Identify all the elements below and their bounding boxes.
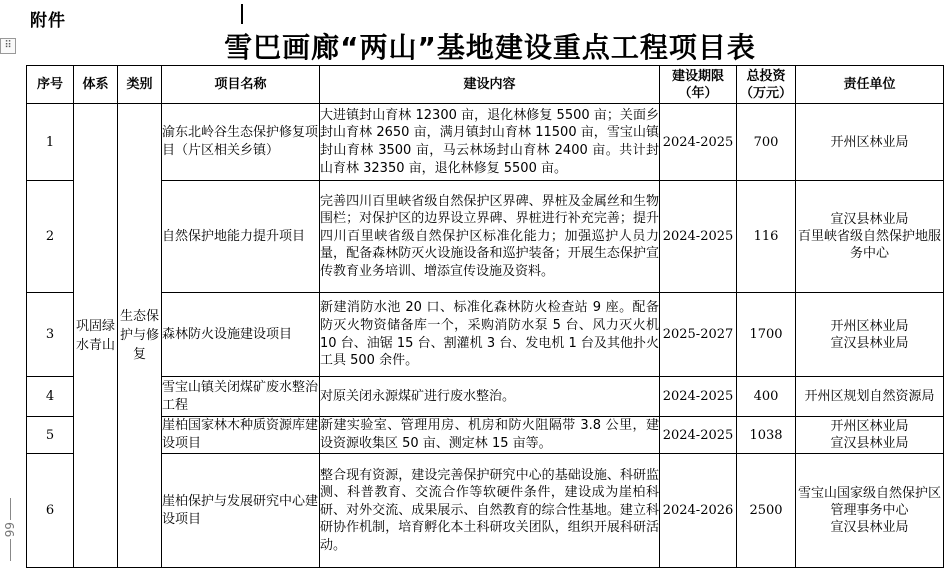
row-seq: 5	[27, 417, 74, 454]
row-period: 2024-2025	[660, 417, 737, 454]
row-content: 完善四川百里峡省级自然保护区界碑、界桩及金属丝和生物围栏；对保护区的边界设立界碑、界桩进行补充完善；提升四川百里峡省级自然保护区标准化能力；加强巡护人员力量，配备森林防灭火设施设备和巡护装备；开展生态保护宣传教育业务培训、增添宣传设施及资料。	[320, 181, 660, 293]
row-content: 整合现有资源，建设完善保护研究中心的基础设施、科研监测、科普教育、交流合作等软硬件条件，建设成为崖柏科研、对外交流、成果展示、自然教育的综合性基地。建立科研协作机制，培育孵化本土科研攻关团队，组织开展科研活动。	[320, 454, 660, 568]
header-seq: 序号	[27, 66, 74, 104]
table-row	[27, 417, 944, 454]
table-row	[27, 377, 944, 417]
project-table	[26, 65, 944, 568]
row-period: 2024-2026	[660, 454, 737, 568]
table-row	[27, 293, 944, 377]
row-seq: 3	[27, 293, 74, 377]
text-cursor	[241, 4, 243, 24]
header-system: 体系	[74, 66, 118, 104]
page-number-line-top	[10, 498, 11, 520]
row-seq: 4	[27, 377, 74, 417]
row-name: 森林防火设施建设项目	[162, 293, 320, 377]
row-period: 2024-2025	[660, 181, 737, 293]
row-name: 崖柏保护与发展研究中心建设项目	[162, 454, 320, 568]
row-investment: 400	[737, 377, 796, 417]
system-cell: 巩固绿水青山	[74, 104, 118, 568]
page-number-line-bottom	[10, 539, 11, 561]
row-unit: 开州区规划自然资源局	[796, 377, 944, 417]
row-investment: 1038	[737, 417, 796, 454]
page-number: 99	[3, 522, 17, 538]
row-unit: 宣汉县林业局 百里峡省级自然保护地服务中心	[796, 181, 944, 293]
table-row	[27, 454, 944, 568]
header-content: 建设内容	[320, 66, 660, 104]
row-content: 新建实验室、管理用房、机房和防火阻隔带 3.8 公里，建设资源收集区 50 亩、测定林 15 亩等。	[320, 417, 660, 454]
table-row	[27, 181, 944, 293]
row-name: 崖柏国家林木种质资源库建设项目	[162, 417, 320, 454]
table-header-row	[27, 66, 944, 104]
row-unit: 雪宝山国家级自然保护区管理事务中心 宣汉县林业局	[796, 454, 944, 568]
row-investment: 116	[737, 181, 796, 293]
row-seq: 2	[27, 181, 74, 293]
row-name: 渝东北岭谷生态保护修复项目（片区相关乡镇）	[162, 104, 320, 181]
row-investment: 2500	[737, 454, 796, 568]
row-seq: 6	[27, 454, 74, 568]
row-unit: 开州区林业局 宣汉县林业局	[796, 417, 944, 454]
table-row	[27, 104, 944, 181]
row-period: 2025-2027	[660, 293, 737, 377]
row-unit: 开州区林业局 宣汉县林业局	[796, 293, 944, 377]
row-investment: 1700	[737, 293, 796, 377]
table-move-handle-icon[interactable]: ⠿	[0, 38, 16, 54]
header-period: 建设期限（年）	[660, 66, 737, 104]
header-unit: 责任单位	[796, 66, 944, 104]
header-category: 类别	[118, 66, 162, 104]
category-cell: 生态保护与修复	[118, 104, 162, 568]
row-unit: 开州区林业局	[796, 104, 944, 181]
row-content: 新建消防水池 20 口、标准化森林防火检查站 9 座。配备防灭火物资储备库一个，采购消防水泵 5 台、风力灭火机 10 台、油锯 15 台、割灌机 3 台、发电机 1 台及其他扑火工具 500 余件。	[320, 293, 660, 377]
attachment-label: 附件	[30, 11, 66, 31]
row-seq: 1	[27, 104, 74, 181]
row-investment: 700	[737, 104, 796, 181]
header-investment: 总投资（万元）	[737, 66, 796, 104]
row-name: 自然保护地能力提升项目	[162, 181, 320, 293]
header-name: 项目名称	[162, 66, 320, 104]
row-content: 对原关闭永源煤矿进行废水整治。	[320, 377, 660, 417]
row-period: 2024-2025	[660, 377, 737, 417]
row-period: 2024-2025	[660, 104, 737, 181]
row-name: 雪宝山镇关闭煤矿废水整治工程	[162, 377, 320, 417]
page-number-marker	[1, 496, 19, 576]
page-title: 雪巴画廊“两山”基地建设重点工程项目表	[224, 31, 756, 64]
row-content: 大进镇封山育林 12300 亩，退化林修复 5500 亩；关面乡封山育林 2650 亩，满月镇封山育林 11500 亩，雪宝山镇封山育林 3500 亩，马云林场封山育林 2400 亩。共计封山育林 32350 亩，退化林修复 5500 亩。	[320, 104, 660, 181]
